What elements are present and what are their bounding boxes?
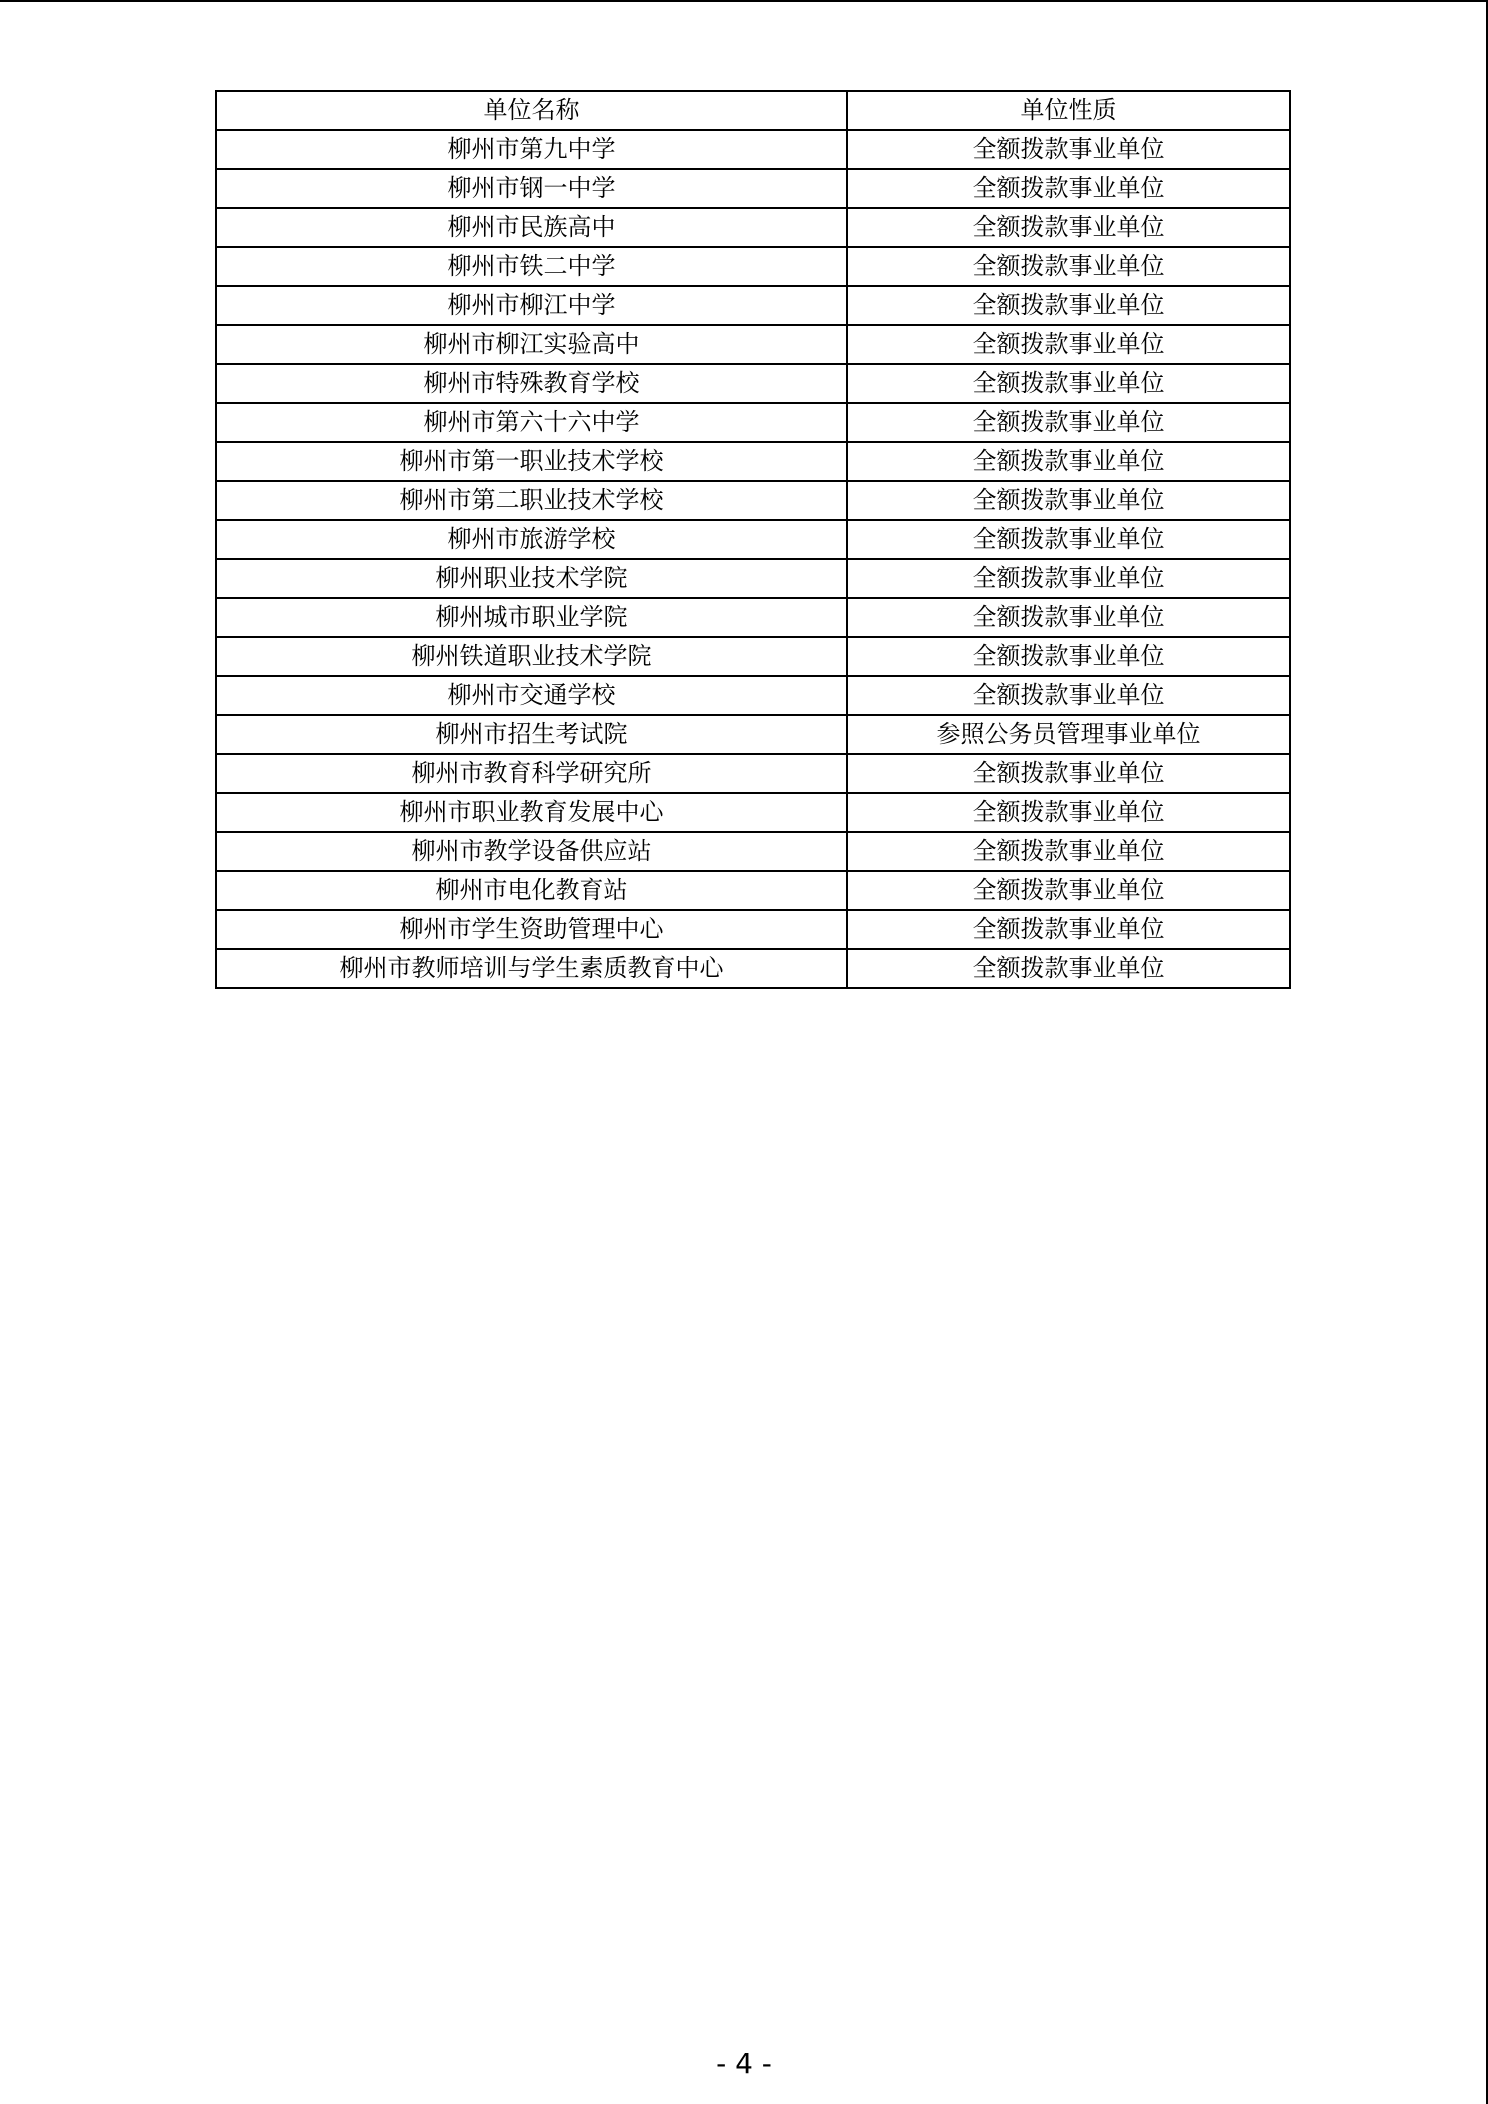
table-row	[216, 520, 1290, 559]
cell-unit-name: 柳州市特殊教育学校	[216, 364, 847, 403]
cell-unit-name: 柳州市教育科学研究所	[216, 754, 847, 793]
cell-unit-type: 全额拨款事业单位	[847, 481, 1290, 520]
table-row	[216, 754, 1290, 793]
cell-unit-name: 柳州市第一职业技术学校	[216, 442, 847, 481]
cell-unit-name: 柳州市第二职业技术学校	[216, 481, 847, 520]
cell-unit-name: 柳州城市职业学院	[216, 598, 847, 637]
cell-unit-name: 柳州职业技术学院	[216, 559, 847, 598]
table-row	[216, 130, 1290, 169]
cell-unit-name: 柳州市第六十六中学	[216, 403, 847, 442]
table-row	[216, 793, 1290, 832]
cell-unit-name: 柳州市铁二中学	[216, 247, 847, 286]
cell-unit-type: 全额拨款事业单位	[847, 169, 1290, 208]
cell-unit-type: 全额拨款事业单位	[847, 520, 1290, 559]
header-unit-name: 单位名称	[216, 91, 847, 130]
table-row	[216, 169, 1290, 208]
cell-unit-name: 柳州市招生考试院	[216, 715, 847, 754]
page-border-top	[0, 0, 1488, 2]
cell-unit-type: 全额拨款事业单位	[847, 559, 1290, 598]
cell-unit-name: 柳州市职业教育发展中心	[216, 793, 847, 832]
cell-unit-name: 柳州铁道职业技术学院	[216, 637, 847, 676]
cell-unit-type: 全额拨款事业单位	[847, 208, 1290, 247]
cell-unit-name: 柳州市第九中学	[216, 130, 847, 169]
cell-unit-type: 全额拨款事业单位	[847, 910, 1290, 949]
cell-unit-type: 全额拨款事业单位	[847, 949, 1290, 988]
table-row	[216, 637, 1290, 676]
cell-unit-name: 柳州市电化教育站	[216, 871, 847, 910]
table-row	[216, 442, 1290, 481]
cell-unit-type: 全额拨款事业单位	[847, 286, 1290, 325]
cell-unit-type: 全额拨款事业单位	[847, 832, 1290, 871]
table-row	[216, 325, 1290, 364]
cell-unit-type: 参照公务员管理事业单位	[847, 715, 1290, 754]
cell-unit-name: 柳州市民族高中	[216, 208, 847, 247]
table-row	[216, 832, 1290, 871]
table-row	[216, 364, 1290, 403]
table-row	[216, 715, 1290, 754]
cell-unit-type: 全额拨款事业单位	[847, 325, 1290, 364]
cell-unit-type: 全额拨款事业单位	[847, 754, 1290, 793]
table-row	[216, 559, 1290, 598]
table-row	[216, 481, 1290, 520]
cell-unit-type: 全额拨款事业单位	[847, 793, 1290, 832]
cell-unit-name: 柳州市柳江实验高中	[216, 325, 847, 364]
cell-unit-name: 柳州市钢一中学	[216, 169, 847, 208]
cell-unit-type: 全额拨款事业单位	[847, 364, 1290, 403]
header-unit-type: 单位性质	[847, 91, 1290, 130]
table-row	[216, 676, 1290, 715]
cell-unit-type: 全额拨款事业单位	[847, 871, 1290, 910]
cell-unit-name: 柳州市教师培训与学生素质教育中心	[216, 949, 847, 988]
cell-unit-type: 全额拨款事业单位	[847, 403, 1290, 442]
page-number: - 4 -	[716, 2047, 772, 2080]
cell-unit-name: 柳州市学生资助管理中心	[216, 910, 847, 949]
cell-unit-type: 全额拨款事业单位	[847, 598, 1290, 637]
table-row	[216, 403, 1290, 442]
table-row	[216, 286, 1290, 325]
table-row	[216, 871, 1290, 910]
cell-unit-name: 柳州市交通学校	[216, 676, 847, 715]
cell-unit-name: 柳州市旅游学校	[216, 520, 847, 559]
cell-unit-type: 全额拨款事业单位	[847, 442, 1290, 481]
table-row	[216, 208, 1290, 247]
table-header-row	[216, 91, 1290, 130]
cell-unit-name: 柳州市柳江中学	[216, 286, 847, 325]
table-body	[216, 130, 1290, 988]
cell-unit-type: 全额拨款事业单位	[847, 676, 1290, 715]
table-row	[216, 910, 1290, 949]
cell-unit-type: 全额拨款事业单位	[847, 247, 1290, 286]
units-table	[215, 90, 1291, 989]
cell-unit-type: 全额拨款事业单位	[847, 130, 1290, 169]
table-row	[216, 949, 1290, 988]
table-row	[216, 598, 1290, 637]
table-row	[216, 247, 1290, 286]
cell-unit-name: 柳州市教学设备供应站	[216, 832, 847, 871]
cell-unit-type: 全额拨款事业单位	[847, 637, 1290, 676]
